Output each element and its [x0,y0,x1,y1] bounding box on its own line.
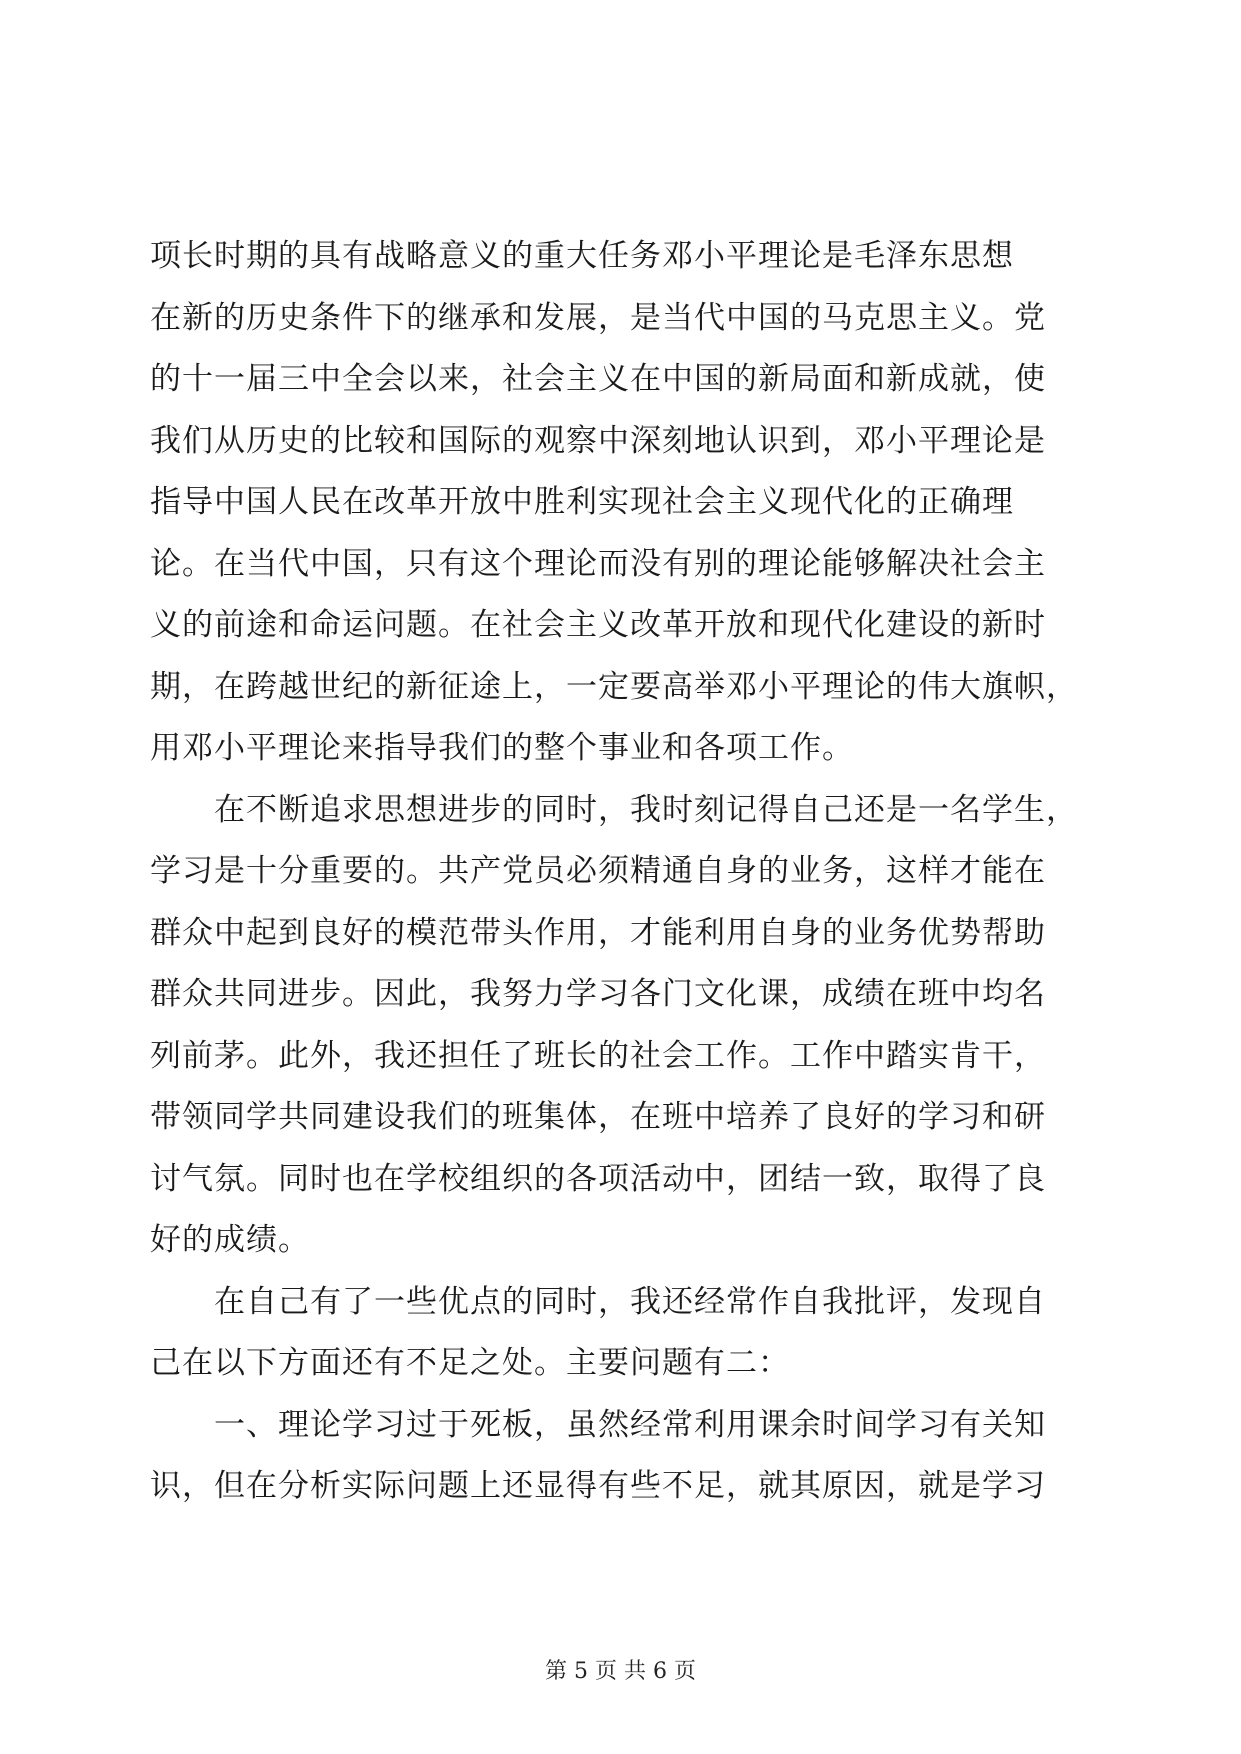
text-line: 期，在跨越世纪的新征途上，一定要高举邓小平理论的伟大旗帜， [150,668,1078,705]
text-line: 列前茅。此外，我还担任了班长的社会工作。工作中踏实肯干， [150,1037,1046,1074]
text-line: 我们从历史的比较和国际的观察中深刻地认识到，邓小平理论是 [150,422,1046,459]
text-line: 在新的历史条件下的继承和发展，是当代中国的马克思主义。党 [150,299,1046,336]
text-line: 群众共同进步。因此，我努力学习各门文化课，成绩在班中均名 [150,976,1046,1012]
text-line: 的十一届三中全会以来，社会主义在中国的新局面和新成就，使 [150,361,1046,397]
text-line: 识，但在分析实际问题上还显得有些不足，就其原因，就是学习 [150,1468,1046,1504]
text-line: 群众中起到良好的模范带头作用，才能利用自身的业务优势帮助 [150,914,1046,951]
text-line: 带领同学共同建设我们的班集体，在班中培养了良好的学习和研 [150,1099,1046,1135]
text-line: 指导中国人民在改革开放中胜利实现社会主义现代化的正确理 [150,484,1014,520]
text-line: 用邓小平理论来指导我们的整个事业和各项工作。 [150,730,854,766]
text-line: 一、理论学习过于死板，虽然经常利用课余时间学习有关知 [150,1406,1046,1443]
text-line: 讨气氛。同时也在学校组织的各项活动中，团结一致，取得了良 [150,1160,1046,1197]
page-number-footer: 第 5 页 共 6 页 [545,1659,696,1684]
text-line: 项长时期的具有战略意义的重大任务邓小平理论是毛泽东思想 [150,238,1014,274]
text-line: 义的前途和命运问题。在社会主义改革开放和现代化建设的新时 [150,607,1046,643]
text-line: 学习是十分重要的。共产党员必须精通自身的业务，这样才能在 [150,853,1046,889]
text-line: 在不断追求思想进步的同时，我时刻记得自己还是一名学生， [150,791,1078,828]
document-body [150,226,1100,1518]
text-line: 己在以下方面还有不足之处。主要问题有二： [150,1345,790,1381]
text-line: 好的成绩。 [150,1222,310,1258]
text-line: 在自己有了一些优点的同时，我还经常作自我批评，发现自 [150,1283,1046,1320]
text-line: 论。在当代中国，只有这个理论而没有别的理论能够解决社会主 [150,545,1046,582]
